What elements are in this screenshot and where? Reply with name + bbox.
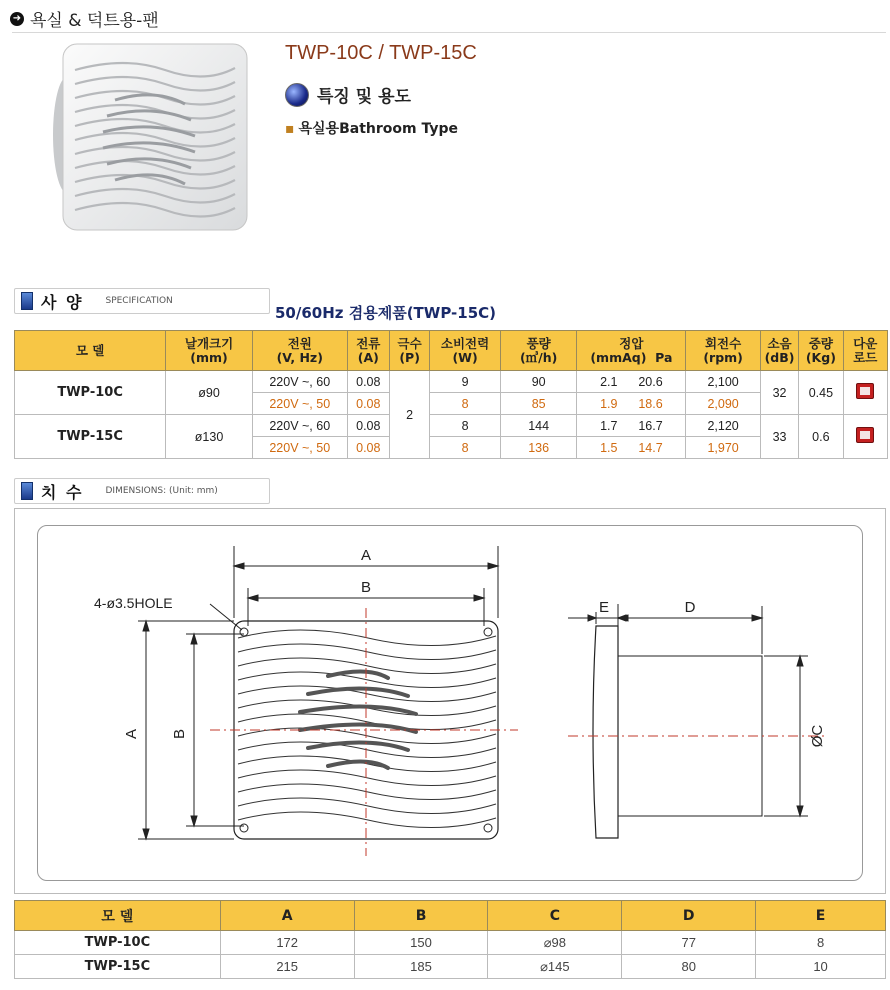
dim-model: TWP-10C	[15, 931, 221, 955]
spec-mmaq: 1.7	[600, 418, 618, 433]
dimension-drawing-panel	[14, 508, 886, 894]
spec-current: 0.08	[347, 393, 389, 415]
dim-header-c: C	[488, 901, 622, 931]
spec-model: TWP-15C	[15, 415, 166, 459]
label-b-top: B	[360, 579, 372, 596]
dim-c: ⌀98	[488, 931, 622, 955]
dim-e: 10	[756, 955, 886, 979]
spec-mmaq: 1.5	[600, 440, 618, 455]
dim-header-b: B	[354, 901, 488, 931]
table-row	[15, 955, 886, 979]
spec-airflow: 144	[500, 415, 577, 437]
dim-b: 150	[354, 931, 488, 955]
spec-header-poles: 극수 (P)	[389, 331, 429, 371]
dim-header-d: D	[622, 901, 756, 931]
bullet-icon: ▪	[285, 121, 295, 137]
spec-pressure	[577, 393, 686, 415]
product-image	[45, 40, 255, 240]
spec-blade: ø90	[166, 371, 253, 415]
spec-pressure	[577, 415, 686, 437]
spec-power: 220V ~, 50	[252, 393, 347, 415]
download-icon[interactable]	[856, 427, 874, 443]
download-cell	[843, 415, 887, 459]
dim-d: 77	[622, 931, 756, 955]
spec-pressure	[577, 371, 686, 393]
spec-weight: 0.6	[799, 415, 843, 459]
spec-header-model: 모 델	[15, 331, 166, 371]
spec-header-weight: 중량 (Kg)	[799, 331, 843, 371]
spec-rpm: 2,090	[686, 393, 761, 415]
download-icon[interactable]	[856, 383, 874, 399]
label-a-top: A	[360, 547, 372, 564]
spec-noise: 32	[760, 371, 798, 415]
dimension-drawing-frame	[37, 525, 863, 881]
spec-pressure	[577, 437, 686, 459]
feature-item-text: 욕실용Bathroom Type	[298, 121, 458, 137]
dim-a: 215	[220, 955, 354, 979]
dim-section-label	[14, 478, 270, 504]
spec-header-download: 다운 로드	[843, 331, 887, 371]
spec-blade: ø130	[166, 415, 253, 459]
feature-item	[285, 118, 458, 138]
section-marker-icon	[21, 482, 33, 500]
dim-c: ⌀145	[488, 955, 622, 979]
spec-power: 220V ~, 50	[252, 437, 347, 459]
divider	[12, 32, 886, 33]
globe-icon	[285, 83, 309, 107]
download-cell	[843, 371, 887, 415]
spec-current: 0.08	[347, 415, 389, 437]
spec-current: 0.08	[347, 437, 389, 459]
table-row	[15, 415, 888, 437]
spec-watt: 8	[430, 437, 501, 459]
spec-pa: 18.6	[638, 396, 663, 411]
spec-rpm: 2,100	[686, 371, 761, 393]
spec-airflow: 136	[500, 437, 577, 459]
spec-pa: 16.7	[638, 418, 663, 433]
spec-airflow: 90	[500, 371, 577, 393]
category-title-text: 욕실 & 덕트용-팬	[30, 11, 159, 31]
feature-heading	[285, 82, 411, 107]
spec-header-rpm: 회전수 (rpm)	[686, 331, 761, 371]
spec-section-title: 사 양	[41, 292, 84, 312]
spec-poles: 2	[389, 371, 429, 459]
spec-section-subtitle: SPECIFICATION	[105, 296, 173, 306]
dim-header-a: A	[220, 901, 354, 931]
spec-mmaq: 1.9	[600, 396, 618, 411]
spec-section-label	[14, 288, 270, 314]
spec-rpm: 2,120	[686, 415, 761, 437]
spec-pa: 14.7	[638, 440, 663, 455]
spec-header-airflow: 풍량 (㎥/h)	[500, 331, 577, 371]
dim-section-subtitle: DIMENSIONS: (Unit: mm)	[105, 486, 218, 496]
spec-header-noise: 소음 (dB)	[760, 331, 798, 371]
spec-current: 0.08	[347, 371, 389, 393]
label-hole: 4-ø3.5HOLE	[94, 595, 173, 611]
dimension-drawing	[38, 526, 864, 882]
section-marker-icon	[21, 292, 33, 310]
dim-section-title: 치 수	[41, 482, 84, 502]
feature-heading-text: 특징 및 용도	[317, 87, 411, 107]
spec-airflow: 85	[500, 393, 577, 415]
dim-model: TWP-15C	[15, 955, 221, 979]
table-row	[15, 931, 886, 955]
dim-d: 80	[622, 955, 756, 979]
spec-header-current: 전류 (A)	[347, 331, 389, 371]
spec-weight: 0.45	[799, 371, 843, 415]
spec-power: 220V ~, 60	[252, 415, 347, 437]
spec-watt: 9	[430, 371, 501, 393]
spec-noise: 33	[760, 415, 798, 459]
dim-b: 185	[354, 955, 488, 979]
label-c: ØC	[809, 724, 826, 748]
spec-table	[14, 330, 888, 459]
label-d: D	[684, 599, 696, 616]
table-row	[15, 371, 888, 393]
product-models-title: TWP-10C / TWP-15C	[285, 42, 477, 64]
spec-rpm: 1,970	[686, 437, 761, 459]
spec-note: 50/60Hz 겸용제품(TWP-15C)	[275, 304, 497, 322]
label-e: E	[598, 599, 610, 616]
spec-power: 220V ~, 60	[252, 371, 347, 393]
spec-header-blade: 날개크기 (mm)	[166, 331, 253, 371]
spec-header-power: 전원 (V, Hz)	[252, 331, 347, 371]
dim-header-model: 모 델	[15, 901, 221, 931]
spec-pa: 20.6	[638, 374, 663, 389]
dim-e: 8	[756, 931, 886, 955]
spec-header-pressure: 정압 (mmAq) Pa	[577, 331, 686, 371]
arrow-bullet-icon: ➜	[10, 12, 24, 26]
spec-header-watt: 소비전력 (W)	[430, 331, 501, 371]
label-a-side: A	[123, 728, 140, 740]
label-b-side: B	[171, 728, 188, 740]
dim-a: 172	[220, 931, 354, 955]
dimension-table	[14, 900, 886, 979]
category-title	[10, 6, 159, 31]
spec-mmaq: 2.1	[600, 374, 618, 389]
spec-model: TWP-10C	[15, 371, 166, 415]
dim-header-e: E	[756, 901, 886, 931]
spec-watt: 8	[430, 393, 501, 415]
spec-watt: 8	[430, 415, 501, 437]
